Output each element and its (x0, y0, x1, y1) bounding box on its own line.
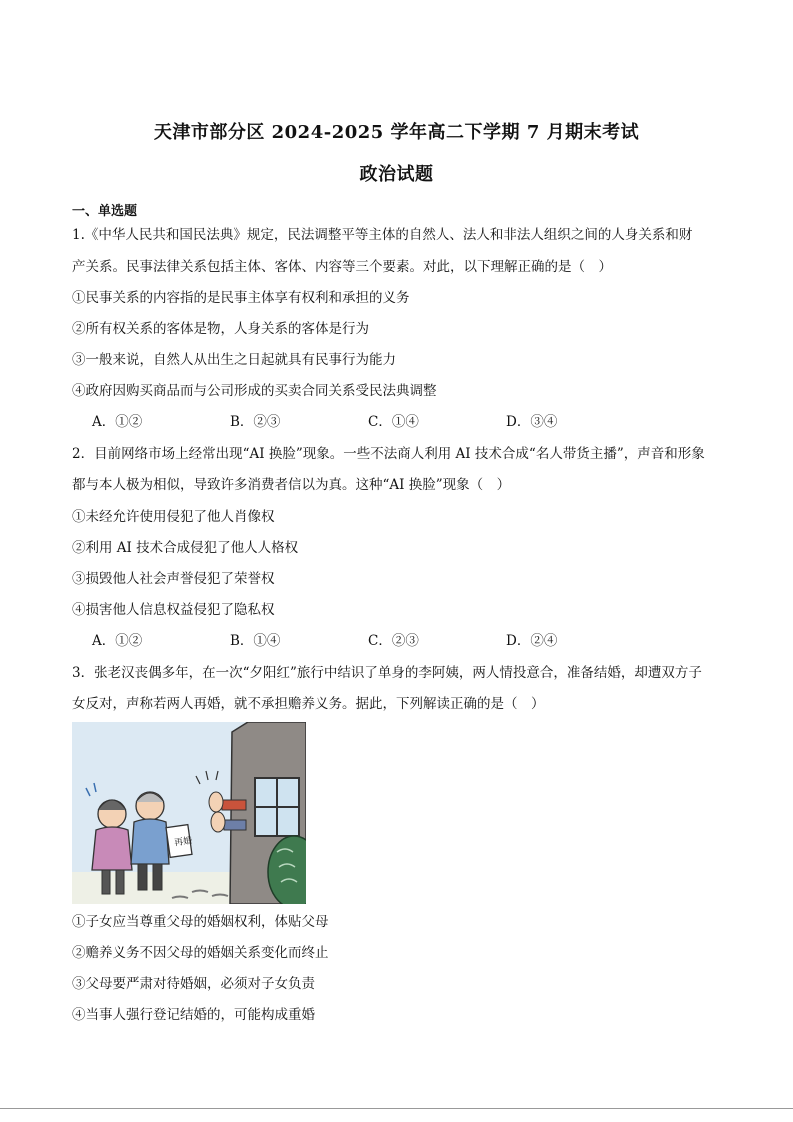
q2-option-a[interactable]: A．①② (92, 633, 143, 649)
q1-option-b[interactable]: B．②③ (230, 414, 281, 430)
q3-statement-3: ③父母要严肃对待婚姻，必须对子女负责 (72, 976, 315, 992)
exam-subtitle: 政治试题 (359, 164, 434, 185)
q1-option-d[interactable]: D．③④ (506, 414, 558, 430)
q1-statement-3: ③一般来说，自然人从出生之日起就具有民事行为能力 (72, 352, 396, 368)
q1-option-a[interactable]: A．①② (92, 414, 143, 430)
q2-option-c[interactable]: C．②③ (368, 633, 419, 649)
q2-stem-line-1: 2．目前网络市场上经常出现“AI 换脸”现象。一些不法商人利用 AI 技术合成“名人带货主播”，声音和形象 (72, 446, 705, 462)
q3-statement-2: ②赡养义务不因父母的婚姻关系变化而终止 (72, 945, 329, 961)
q2-option-d[interactable]: D．②④ (506, 633, 558, 649)
q3-statement-1: ①子女应当尊重父母的婚姻权利，体贴父母 (72, 914, 329, 930)
q1-stem-line-1: 1.《中华人民共和国民法典》规定，民法调整平等主体的自然人、法人和非法人组织之间的人身关系和财 (72, 227, 693, 243)
q2-statement-1: ①未经允许使用侵犯了他人肖像权 (72, 509, 275, 525)
q1-statement-1: ①民事关系的内容指的是民事主体享有权利和承担的义务 (72, 290, 410, 306)
q3-statement-4: ④当事人强行登记结婚的，可能构成重婚 (72, 1007, 315, 1023)
cartoon-sign-text: 再婚 (173, 836, 193, 849)
q1-stem-line-2: 产关系。民事法律关系包括主体、客体、内容等三个要素。对此，以下理解正确的是（ ） (72, 259, 612, 275)
q1-options (92, 413, 644, 431)
q1-statement-4: ④政府因购买商品而与公司形成的买卖合同关系受民法典调整 (72, 383, 437, 399)
exam-title: 天津市部分区 2024-2025 学年高二下学期 7 月期末考试 (153, 122, 640, 143)
q2-statement-2: ②利用 AI 技术合成侵犯了他人人格权 (72, 540, 299, 556)
q2-option-b[interactable]: B．①④ (230, 633, 281, 649)
q2-stem-line-2: 都与本人极为相似，导致许多消费者信以为真。这种“AI 换脸”现象（ ） (72, 477, 511, 493)
q3-cartoon-illustration (72, 722, 306, 904)
q1-statement-2: ②所有权关系的客体是物，人身关系的客体是行为 (72, 321, 369, 337)
q2-statement-4: ④损害他人信息权益侵犯了隐私权 (72, 602, 275, 618)
q2-statement-3: ③损毁他人社会声誉侵犯了荣誉权 (72, 571, 275, 587)
section-heading: 一、单选题 (72, 204, 138, 219)
q3-stem-line-1: 3．张老汉丧偶多年，在一次“夕阳红”旅行中结识了单身的李阿姨，两人情投意合，准备结婚，却遭双方子 (72, 665, 702, 681)
q1-option-c[interactable]: C．①④ (368, 414, 419, 430)
page-bottom-rule (0, 1108, 793, 1109)
q2-options (92, 632, 644, 650)
q3-stem-line-2: 女反对，声称若两人再婚，就不承担赡养义务。据此，下列解读正确的是（ ） (72, 696, 545, 712)
